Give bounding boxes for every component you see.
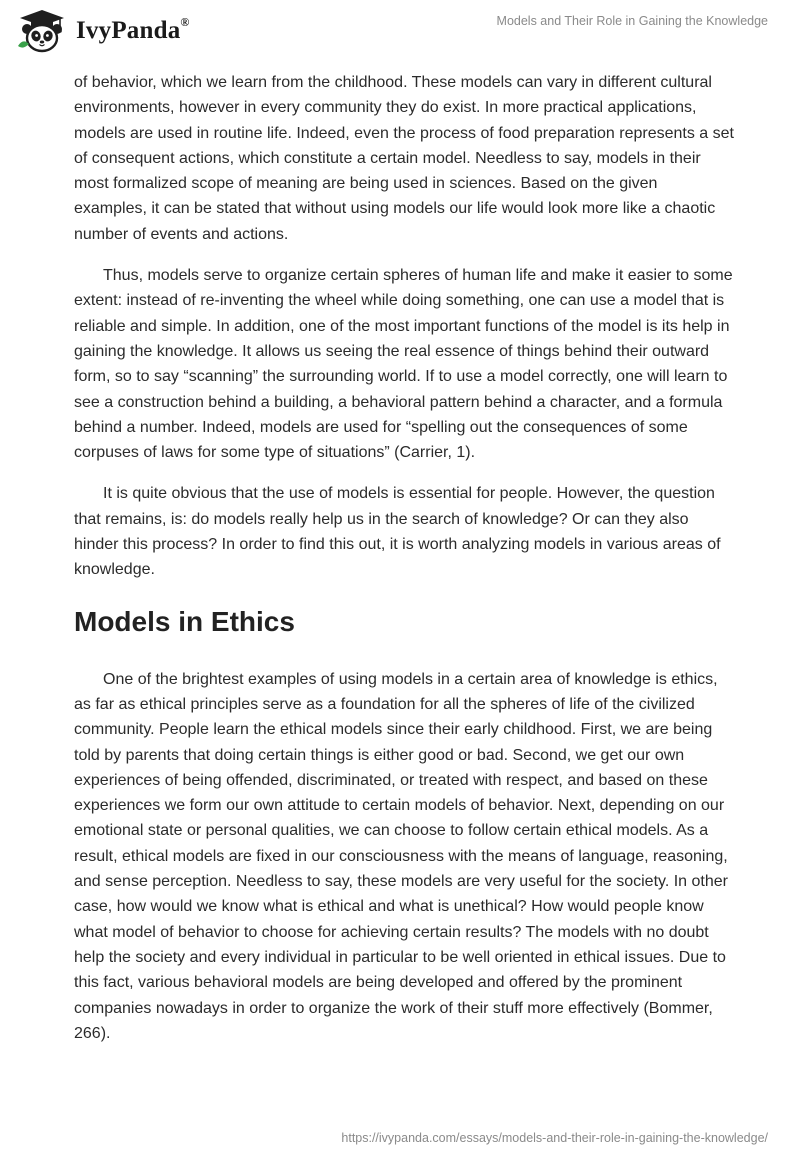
brand-logo[interactable] [14, 8, 190, 54]
section-heading: Models in Ethics [74, 605, 295, 637]
paragraph-4: One of the brightest examples of using models in a certain area of knowledge is ethics, as far as ethical principles serve as a foundation for all the spheres of life of the civilized community. People learn the ethical models since their early childhood. First, we are being told by parents that doing certain things is either good or bad. Second, we get our own experiences of being offended, discriminated, or treated with respect, and based on these experiences we form our own attitude to certain models of behavior. Next, depending on our emotional state or personal qualities, we can choose to follow certain ethical models. As a result, ethical models are fixed in our consciousness with the means of language, reasoning, and sense perception. Needless to say, these models are very useful for the society. In other case, how would we know what is ethical and what is unethical? How would people know what model of behavior to choose for achieving certain results? The models with no doubt help the society and every individual in particular to be well oriented in ethical issues. Due to this fact, various behavioral models are being developed and offered by the prominent companies nowadays in order to organize the work of their stuff more effectively (Bommer, 266). [74, 670, 728, 1042]
paragraph-3: It is quite obvious that the use of models is essential for people. However, the question that remains, is: do models really help us in the search of knowledge? Or can they also hinder this process? In order to find this out, it is worth analyzing models in various areas of knowledge. [74, 485, 721, 579]
essay-body [74, 70, 734, 1062]
paragraph-2: Thus, models serve to organize certain spheres of human life and make it easier to some extent: instead of re-inventing the wheel while doing something, one can use a model that is reliable and simple. In addition, one of the most important functions of the model is its help in gaining the knowledge. It allows us seeing the real essence of things behind their outward form, so to say “scanning” the surrounding world. If to use a model correctly, one will learn to see a construction behind a building, a behavioral pattern behind a character, and a formula behind a number. Indeed, models are used for “spelling out the consequences of some corpuses of laws for some type of situations” (Carrier, 1). [74, 267, 733, 462]
registered-mark: ® [180, 15, 190, 29]
paragraph-1: of behavior, which we learn from the childhood. These models can vary in different cultural environments, however in every community they do exist. In more practical applications, models are used in routine life. Indeed, even the process of food preparation represents a set of consequent actions, which constitute a certain model. Needless to say, models in their most formalized scope of meaning are being used in sciences. Based on the given examples, it can be stated that without using models our life would look more like a chaotic number of events and actions. [74, 74, 734, 243]
source-url[interactable]: https://ivypanda.com/essays/models-and-their-role-in-gaining-the-knowledge/ [341, 1131, 768, 1145]
panda-graduate-icon [14, 8, 70, 54]
brand-name: IvyPanda® [76, 15, 190, 44]
document-title: Models and Their Role in Gaining the Knowledge [496, 14, 768, 28]
page-header [0, 0, 800, 68]
